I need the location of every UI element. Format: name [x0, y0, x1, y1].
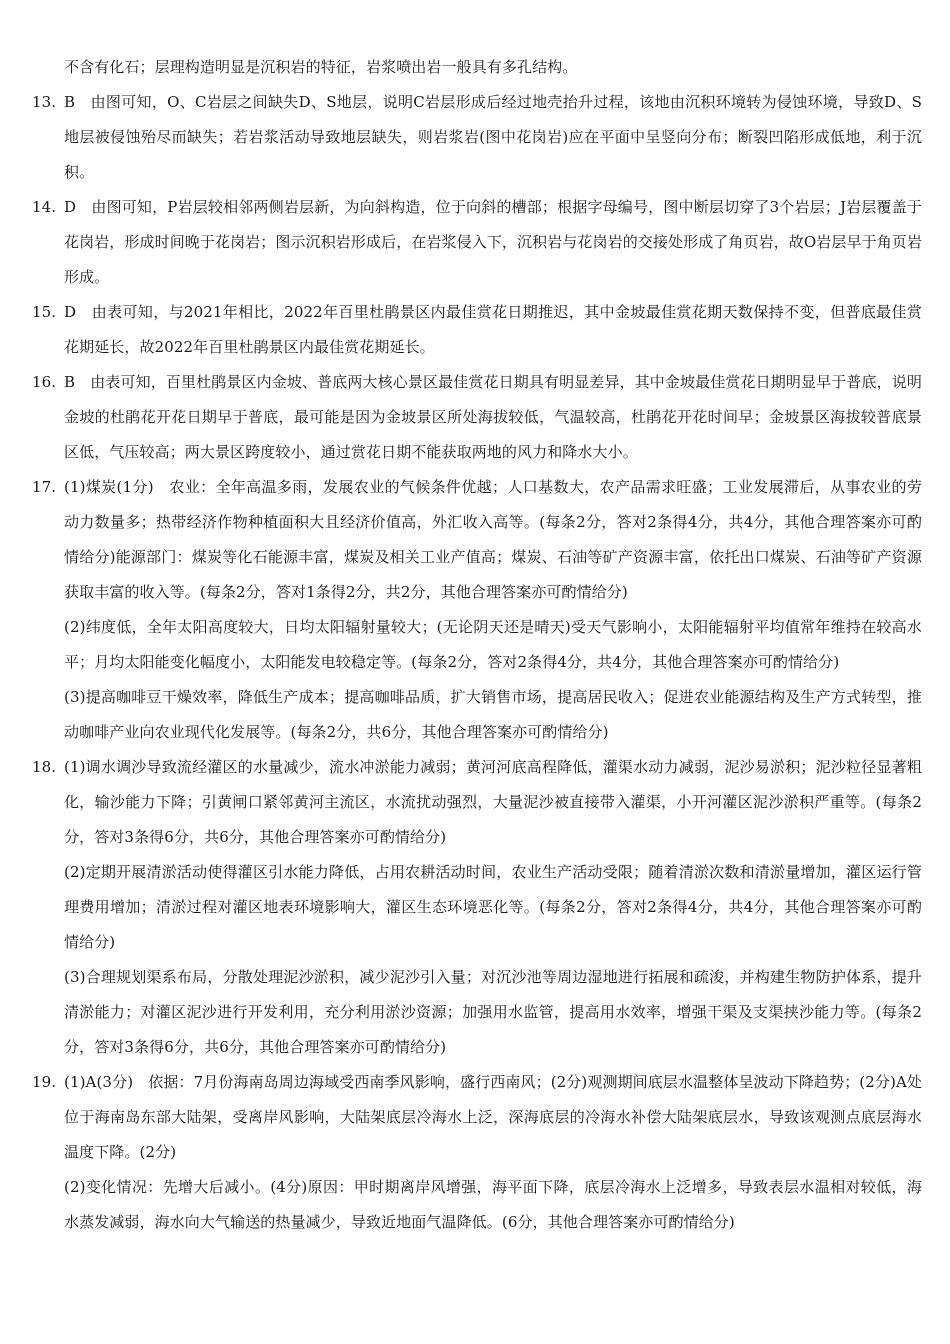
- answer-19-part-2: [32, 1170, 922, 1240]
- item-number: 13.: [32, 93, 57, 111]
- answer-14: [32, 190, 922, 295]
- item-number: 15.: [32, 303, 57, 321]
- paragraph-text: (3)合理规划渠系布局，分散处理泥沙淤积，减少泥沙引入量；对沉沙池等周边湿地进行拓展和疏浚，并构建生物防护体系，提升清淤能力；对灌区泥沙进行开发利用，充分利用淤沙资源；加强用水监管，提高用水效率，增强干渠及支渠挟沙能力等。(每条2分，答对3条得6分，共6分，其他合理答案亦可酌情给分): [64, 968, 922, 1056]
- paragraph-text: (1)煤炭(1分) 农业：全年高温多雨，发展农业的气候条件优越；人口基数大，农产品需求旺盛；工业发展滞后，从事农业的劳动力数量多；热带经济作物种植面积大且经济价值高，外汇收入高等。(每条2分，答对2条得4分，共4分，其他合理答案亦可酌情给分)能源部门：煤炭等化石能源丰富，煤炭及相关工业产值高；煤炭、石油等矿产资源丰富，依托出口煤炭、石油等矿产资源获取丰富的收入等。(每条2分，答对1条得2分，共2分，其他合理答案亦可酌情给分): [64, 478, 922, 601]
- answer-document: [32, 50, 922, 1240]
- answer-18-part-1: [32, 750, 922, 855]
- answer-17-part-1: [32, 470, 922, 610]
- answer-19-part-1: [32, 1065, 922, 1170]
- paragraph-text: D 由表可知，与2021年相比，2022年百里杜鹃景区内最佳赏花日期推迟，其中金坡最佳赏花期天数保持不变，但普底最佳赏花期延长，故2022年百里杜鹃景区内最佳赏花期延长。: [64, 303, 922, 356]
- paragraph-text: (1)A(3分) 依据：7月份海南岛周边海域受西南季风影响，盛行西南风；(2分)观测期间底层水温整体呈波动下降趋势；(2分)A处位于海南岛东部大陆架，受离岸风影响，大陆架底层冷海水上泛，深海底层的冷海水补偿大陆架底层水，导致该观测点底层海水温度下降。(2分): [64, 1073, 922, 1161]
- paragraph-text: 不含有化石；层理构造明显是沉积岩的特征，岩浆喷出岩一般具有多孔结构。: [64, 58, 578, 76]
- answer-18-part-2: [32, 855, 922, 960]
- item-number: 16.: [32, 373, 57, 391]
- paragraph-continuation: [32, 50, 922, 85]
- paragraph-text: B 由表可知，百里杜鹃景区内金坡、普底两大核心景区最佳赏花日期具有明显差异，其中金坡最佳赏花日期明显早于普底，说明金坡的杜鹃花开花日期早于普底，最可能是因为金坡景区所处海拔较低，气温较高，杜鹃花开花时间早；金坡景区海拔较普底景区低，气压较高；两大景区跨度较小，通过赏花日期不能获取两地的风力和降水大小。: [64, 373, 922, 461]
- answer-16: [32, 365, 922, 470]
- paragraph-text: (2)纬度低，全年太阳高度较大，日均太阳辐射量较大；(无论阴天还是晴天)受天气影响小，太阳能辐射平均值常年维持在较高水平；月均太阳能变化幅度小，太阳能发电较稳定等。(每条2分，答对2条得4分，共4分，其他合理答案亦可酌情给分): [64, 618, 922, 671]
- answer-15: [32, 295, 922, 365]
- paragraph-text: (1)调水调沙导致流经灌区的水量减少，流水冲淤能力减弱；黄河河底高程降低，灌渠水动力减弱，泥沙易淤积；泥沙粒径显著粗化，输沙能力下降；引黄闸口紧邻黄河主流区，水流扰动强烈，大量泥沙被直接带入灌渠，小开河灌区泥沙淤积严重等。(每条2分，答对3条得6分，共6分，其他合理答案亦可酌情给分): [64, 758, 922, 846]
- item-number: 18.: [32, 758, 57, 776]
- answer-17-part-2: [32, 610, 922, 680]
- paragraph-text: (3)提高咖啡豆干燥效率，降低生产成本；提高咖啡品质，扩大销售市场，提高居民收入；促进农业能源结构及生产方式转型，推动咖啡产业向农业现代化发展等。(每条2分，共6分，其他合理答案亦可酌情给分): [64, 688, 922, 741]
- paragraph-text: (2)定期开展清淤活动使得灌区引水能力降低，占用农耕活动时间，农业生产活动受限；随着清淤次数和清淤量增加，灌区运行管理费用增加；清淤过程对灌区地表环境影响大，灌区生态环境恶化等。(每条2分，答对2条得4分，共4分，其他合理答案亦可酌情给分): [64, 863, 922, 951]
- paragraph-text: B 由图可知，O、C岩层之间缺失D、S地层，说明C岩层形成后经过地壳抬升过程，该地由沉积环境转为侵蚀环境，导致D、S地层被侵蚀殆尽而缺失；若岩浆活动导致地层缺失，则岩浆岩(图中花岗岩)应在平面中呈竖向分布；断裂凹陷形成低地，利于沉积。: [64, 93, 922, 181]
- paragraph-text: D 由图可知，P岩层较相邻两侧岩层新，为向斜构造，位于向斜的槽部；根据字母编号，图中断层切穿了3个岩层；J岩层覆盖于花岗岩，形成时间晚于花岗岩；图示沉积岩形成后，在岩浆侵入下，沉积岩与花岗岩的交接处形成了角页岩，故O岩层早于角页岩形成。: [64, 198, 923, 286]
- paragraph-text: (2)变化情况：先增大后减小。(4分)原因：甲时期离岸风增强，海平面下降，底层冷海水上泛增多，导致表层水温相对较低，海水蒸发减弱，海水向大气输送的热量减少，导致近地面气温降低。(6分，其他合理答案亦可酌情给分): [64, 1178, 922, 1231]
- answer-18-part-3: [32, 960, 922, 1065]
- answer-13: [32, 85, 922, 190]
- answer-17-part-3: [32, 680, 922, 750]
- item-number: 17.: [32, 478, 57, 496]
- item-number: 14.: [32, 198, 57, 216]
- item-number: 19.: [32, 1073, 57, 1091]
